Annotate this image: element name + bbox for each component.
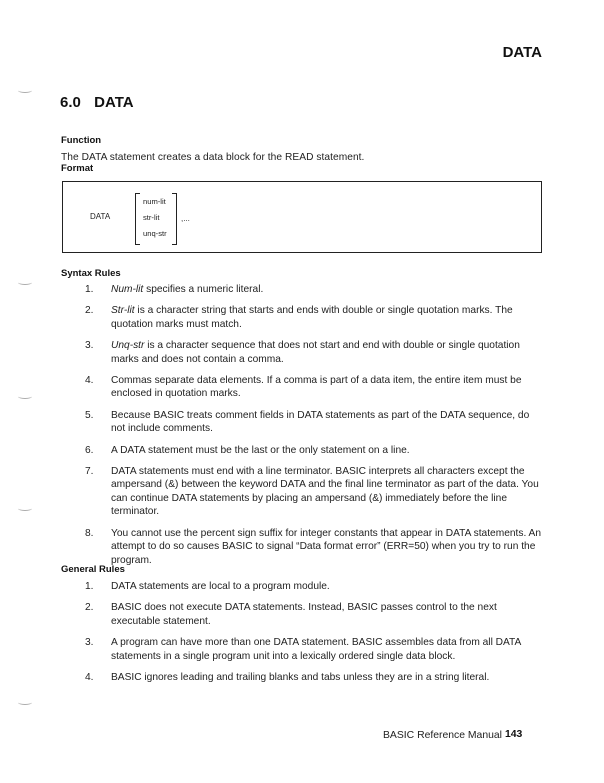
item-text: Because BASIC treats comment fields in DATA statements as part of the DATA sequence, do not include comments. [111,409,530,435]
section-title [60,94,134,111]
format-option: num-lit [143,197,166,206]
list-item [85,636,545,663]
function-heading: Function [61,135,102,146]
general-rules-list [85,580,545,684]
function-text: The DATA statement creates a data block for the READ statement. [61,152,365,163]
item-number: 1. [85,284,94,295]
item-number: 3. [85,637,94,649]
syntax-rules-heading: Syntax Rules [61,268,121,279]
section-number: 6.0 [60,94,81,111]
item-text: A program can have more than one DATA statement. BASIC assembles data from all DATA statements in a single program unit into a lexically ordered single data block. [111,637,521,662]
margin-mark [18,88,32,93]
item-text: is a character sequence that does not start and end with double or single quotation marks and does not contain a comma. [111,340,520,365]
item-text: A DATA statement must be the last or the only statement on a line. [111,444,410,456]
item-term: Str-lit [111,305,135,317]
format-heading-visible: Format [61,163,94,174]
item-number: 2. [85,602,94,614]
list-item [85,580,545,593]
list-item [85,444,545,457]
item-text: BASIC ignores leading and trailing blanks and tabs unless they are in a string literal. [111,672,490,684]
general-rules-heading: General Rules [61,564,125,575]
margin-mark [18,394,32,399]
item-term: Num-lit [111,284,144,295]
item-text: Commas separate data elements. If a comma is part of a data item, the entire item must be enclosed in quotation marks. [111,375,522,400]
item-text: BASIC does not execute DATA statements. Instead, BASIC passes control to the next executable statement. [111,602,497,627]
item-number: 4. [85,375,94,387]
list-item [85,283,545,296]
syntax-rules-list [85,283,545,567]
format-option: unq-str [143,229,167,238]
item-number: 3. [85,340,94,352]
item-number: 5. [85,409,94,421]
format-keyword: DATA [90,212,111,221]
item-number: 1. [85,581,94,592]
section-name: DATA [94,94,134,111]
item-number: 6. [85,444,94,456]
format-option: str-lit [143,213,160,222]
item-number: 4. [85,672,94,684]
item-text: DATA statements are local to a program module. [111,581,330,592]
item-text: is a character string that starts and ends with double or single quotation marks. The quotation marks must match. [111,305,513,330]
margin-mark [18,280,32,285]
page-number: 143 [505,729,523,740]
format-box [62,181,542,253]
item-text: You cannot use the percent sign suffix for integer constants that appear in DATA statements. An attempt to do so causes BASIC to signal “Data format error” (ERR=50) when you try to run the program. [111,527,542,566]
item-term: Unq-str [111,340,145,352]
list-item [85,671,545,684]
list-item [85,527,545,567]
list-item [85,339,545,366]
list-item [85,601,545,628]
bracket-right [172,193,177,245]
list-item [85,409,545,436]
list-item [85,374,545,401]
bracket-left [135,193,140,245]
item-text: DATA statements must end with a line terminator. BASIC interprets all characters except the ampersand (&) between the keyword DATA and the final line terminator as part of the data. You can continue DATA statements by placing an ampersand (&) immediately before the line terminator. [111,466,539,518]
item-text: specifies a numeric literal. [143,284,264,295]
margin-mark [18,506,32,511]
footer-title: BASIC Reference Manual [383,730,502,741]
running-head: DATA [502,44,542,61]
item-number: 7. [85,466,94,478]
list-item [85,304,545,331]
item-number: 2. [85,305,94,317]
list-item [85,465,545,519]
item-number: 8. [85,527,94,539]
format-ellipsis: ,... [181,214,190,223]
margin-mark [18,700,32,705]
